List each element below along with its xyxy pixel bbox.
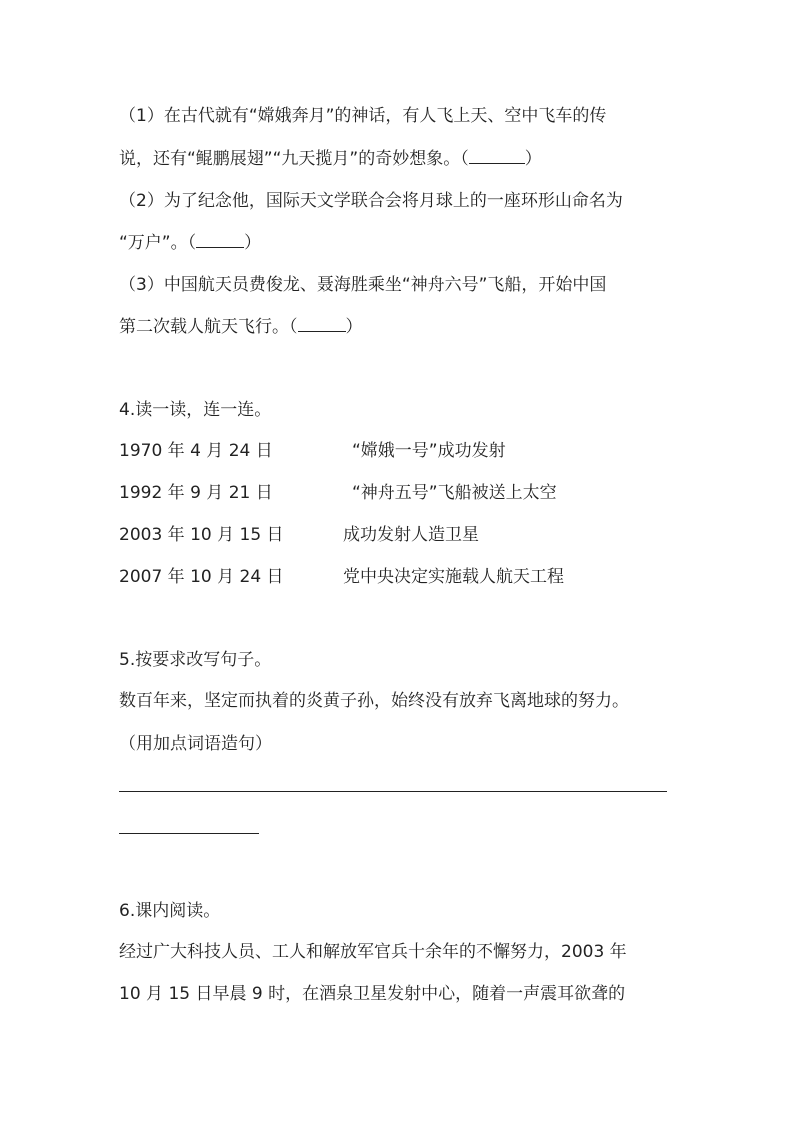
item1-line2-text: 说，还有“鲲鹏展翅”“九天揽月”的奇妙想象。（ bbox=[119, 149, 469, 169]
answer-blank-3[interactable] bbox=[298, 315, 346, 332]
date-item: 1992 年 9 月 21 日 bbox=[119, 483, 273, 503]
answer-line-1[interactable] bbox=[119, 791, 667, 792]
item2-line2 bbox=[119, 231, 261, 255]
item3-line2 bbox=[119, 315, 363, 339]
section5-sentence: 数百年来，坚定而执着的炎黄子孙，始终没有放弃飞离地球的努力。 bbox=[119, 691, 629, 711]
event-item: 成功发射人造卫星 bbox=[343, 525, 479, 545]
date-item: 2007 年 10 月 24 日 bbox=[119, 567, 284, 587]
item1-line2 bbox=[119, 147, 542, 171]
close-paren: ） bbox=[244, 233, 262, 253]
item3-line1: （3）中国航天员费俊龙、聂海胜乘坐“神舟六号”飞船，开始中国 bbox=[119, 275, 607, 295]
section5-instruction: （用加点词语造句） bbox=[119, 734, 272, 754]
section6-title: 6.课内阅读。 bbox=[119, 901, 221, 921]
answer-blank-2[interactable] bbox=[196, 231, 244, 248]
item2-line1: （2）为了纪念他，国际天文学联合会将月球上的一座环形山命名为 bbox=[119, 191, 623, 211]
item3-line2-text: 第二次载人航天飞行。（ bbox=[119, 317, 298, 337]
answer-blank-1[interactable] bbox=[469, 147, 525, 164]
close-paren: ） bbox=[524, 149, 542, 169]
date-item: 1970 年 4 月 24 日 bbox=[119, 441, 273, 461]
event-item: “嫦娥一号”成功发射 bbox=[352, 441, 506, 461]
section6-line2: 10 月 15 日早晨 9 时，在酒泉卫星发射中心，随着一声震耳欲聋的 bbox=[119, 984, 626, 1004]
section4-title: 4.读一读，连一连。 bbox=[119, 400, 272, 420]
close-paren: ） bbox=[345, 317, 363, 337]
item1-line1: （1）在古代就有“嫦娥奔月”的神话，有人飞上天、空中飞车的传 bbox=[119, 106, 607, 126]
item2-line2-text: “万户”。（ bbox=[119, 233, 197, 253]
event-item: “神舟五号”飞船被送上太空 bbox=[352, 483, 557, 503]
event-item: 党中央决定实施载人航天工程 bbox=[343, 567, 564, 587]
section6-line1: 经过广大科技人员、工人和解放军官兵十余年的不懈努力，2003 年 bbox=[119, 942, 627, 962]
date-item: 2003 年 10 月 15 日 bbox=[119, 525, 284, 545]
answer-line-2[interactable] bbox=[119, 833, 259, 834]
section5-title: 5.按要求改写句子。 bbox=[119, 650, 272, 670]
